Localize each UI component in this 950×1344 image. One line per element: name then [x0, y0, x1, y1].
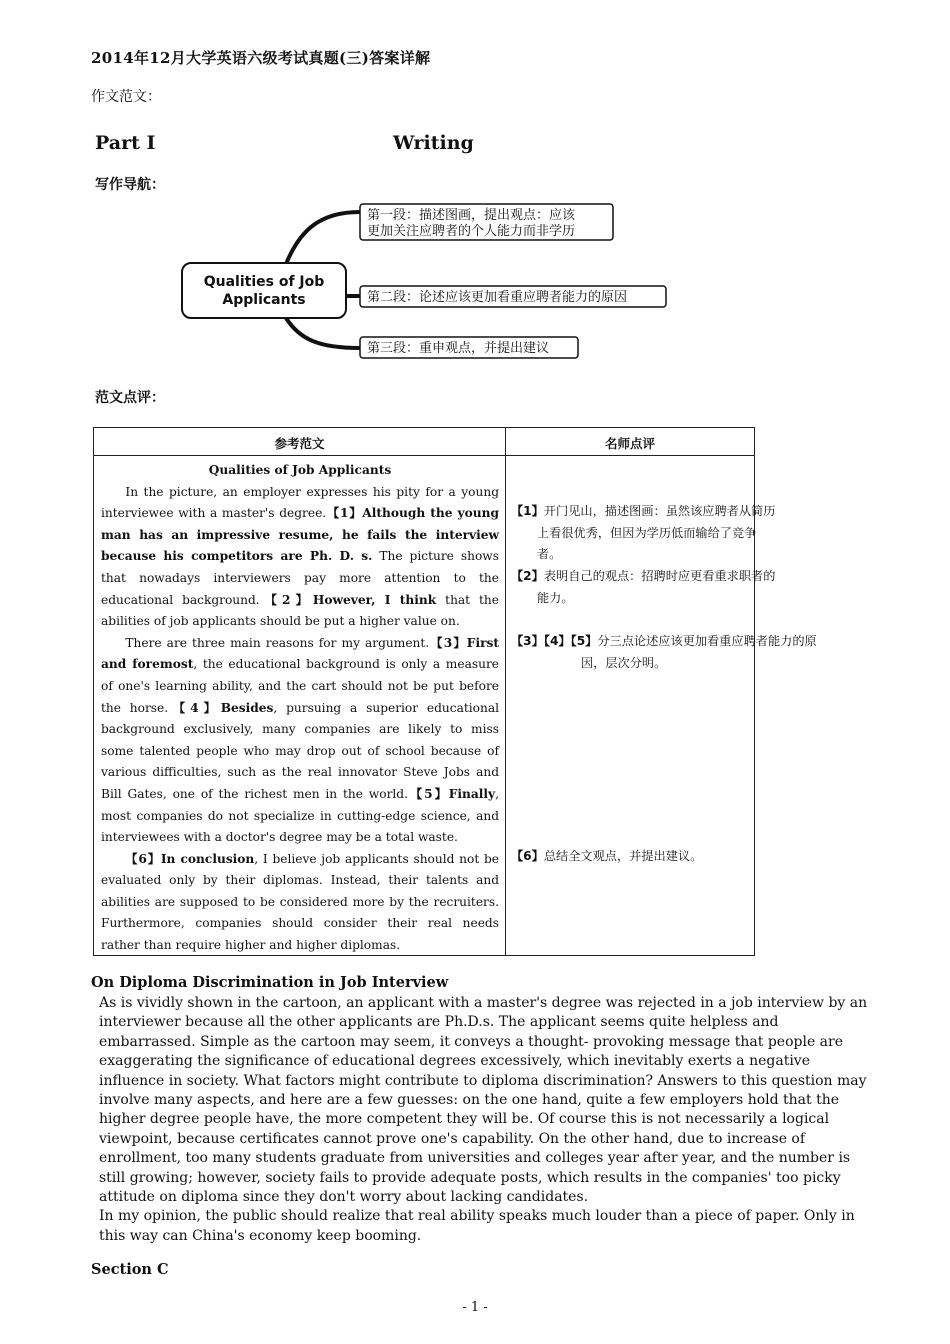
p3-bold-6: In conclusion	[160, 851, 255, 866]
p1-bold-2: However, I think	[312, 592, 437, 607]
header-teacher-comments: 名师点评	[604, 436, 655, 451]
second-essay-paragraph-2: In my opinion, the public should realize that real ability speaks much louder than a piece of paper. Only in this way can China's economy keep booming.	[99, 1208, 855, 1244]
second-essay-paragraph-1: As is vividly shown in the cartoon, an applicant with a master's degree was rejected in a job interview by an interviewer because all the other applicants are Ph.D.s. The applicant seems quite helpless and embarrassed. Simple as the cartoon may seem, it conveys a thought- provoking message that people are exaggerating the significance of educational degrees excessively, which inevitably exerts a negative influence in society. What factors might contribute to diploma discrimination? Answers to this question may involve many aspects, and here are a few guesses: on the one hand, quite a few employers hold that the higher degree people have, the more competent they will be. Of course this is not necessarily a logical viewpoint, because certificates cannot prove one's capability. On the other hand, due to increase of enrollment, too many students graduate from universities and colleges year after year, and the number is still growing; however, society fails to provide adequate posts, which results in the companies' too picky attitude on diploma since they don't worry about lacking candidates.	[99, 995, 868, 1206]
reference-essay-title: Qualities of Job Applicants	[208, 463, 392, 477]
p3-text-a: , I believe job applicants should not be evaluated only by their diplomas. Instead, their talents and abilities are supposed to be considered more by the recruiters. Furthermore, companies should consider their real needs rather than require higher and higher diplomas.	[101, 851, 499, 953]
p1-text-c: The picture shows that nowadays interviewers pay more attention to the educational background.	[101, 549, 499, 607]
reference-essay	[101, 460, 499, 957]
p2-text-a: There are three main reasons for my argument.	[125, 635, 430, 650]
mind-map-center-node	[182, 263, 346, 318]
second-essay-title: On Diploma Discrimination in Job Interview	[91, 974, 449, 991]
mind-map-branch-2-text: 第二段：论述应该更加看重应聘者能力的原因	[367, 290, 628, 305]
writing-mind-map	[0, 0, 950, 380]
comment-3-text: 分三点论述应该更加看重应聘者能力的原因，层次分明。	[581, 634, 817, 670]
second-essay-body	[99, 994, 879, 1246]
section-c-heading: Section C	[91, 1261, 169, 1278]
mind-map-branch-1-line1: 第一段：描述图画，提出观点：应该	[367, 208, 576, 223]
reference-essay-paragraph-2	[101, 633, 499, 849]
comment-2-text: 表明自己的观点：招聘时应更看重求职者的能力。	[537, 569, 776, 605]
comment-2-marker: 【2】	[511, 569, 544, 583]
mind-map-center-line2: Applicants	[222, 292, 306, 308]
mind-map-connector-top	[286, 212, 360, 264]
table-header-row	[94, 428, 754, 456]
p1-bold-1: Although the young man has an impressive resume, he fails the interview because his competitors are Ph. D. s.	[101, 506, 500, 564]
part-label: Part Ⅰ	[95, 132, 156, 154]
p1-text-d: that the abilities of job applicants should be put a higher value on.	[101, 592, 499, 629]
marker-3: 【3】	[429, 635, 467, 650]
mind-map-branch-3-text: 第三段：重申观点，并提出建议	[367, 341, 550, 356]
mind-map-branch-1-line2: 更加关注应聘者的个人能力而非学历	[367, 224, 576, 239]
p2-text-d: , pursuing a superior educational background exclusively, many companies are likely to miss some talented people who may drop out of school because of various difficulties, such as the real innovator Steve Jobs and Bill Gates, one of the richest men in the world.	[101, 700, 500, 801]
comment-2	[511, 566, 777, 609]
comment-3	[511, 631, 821, 674]
marker-2: 【2】	[259, 592, 313, 607]
marker-1: 【1】	[326, 506, 363, 521]
p2-text-e: , most companies do not specialize in cutting-edge science, and interviewees with a doctor's degree may be a total waste.	[101, 786, 499, 845]
sample-essay-label: 作文范文：	[91, 89, 161, 105]
p1-text-a: In the picture, an employer expresses his pity for a young interviewee with a master's degree.	[101, 484, 499, 521]
marker-6: 【6】	[125, 851, 161, 866]
comment-4-text: 总结全文观点，并提出建议。	[543, 849, 703, 863]
mind-map-connector-bottom	[286, 318, 360, 348]
comment-1-marker: 【1】	[511, 504, 544, 518]
p2-bold-3: First and foremost	[101, 635, 499, 672]
table-column-divider	[505, 428, 506, 955]
marker-4: 【4】	[168, 700, 221, 715]
page-number: - 1 -	[462, 1300, 488, 1315]
part-title: Writing	[393, 132, 474, 154]
writing-nav-heading: 写作导航：	[95, 177, 165, 193]
comment-3-marker: 【3】【4】【5】	[511, 634, 598, 648]
document-title: 2014年12月大学英语六级考试真题(三)答案详解	[91, 49, 431, 67]
comment-4	[511, 846, 777, 868]
review-table	[93, 427, 817, 956]
p2-text-c: , the educational background is only a measure of one's learning ability, and the cart should not be put before the horse.	[101, 657, 499, 715]
p2-bold-4: Besides	[220, 700, 274, 715]
comment-1-text: 开门见山，描述图画：虽然该应聘者从简历上看很优秀，但因为学历低而输给了竞争者。	[537, 504, 776, 562]
review-heading: 范文点评：	[95, 390, 165, 406]
reference-essay-paragraph-3	[101, 849, 499, 957]
marker-5: 【5】	[407, 786, 449, 801]
header-reference-essay: 参考范文	[274, 436, 325, 451]
comment-1	[511, 501, 777, 566]
reference-essay-paragraph-1	[101, 482, 499, 633]
p2-bold-5: Finally	[448, 786, 496, 801]
comment-4-marker: 【6】	[511, 849, 544, 863]
mind-map-center-line1: Qualities of Job	[203, 274, 325, 290]
